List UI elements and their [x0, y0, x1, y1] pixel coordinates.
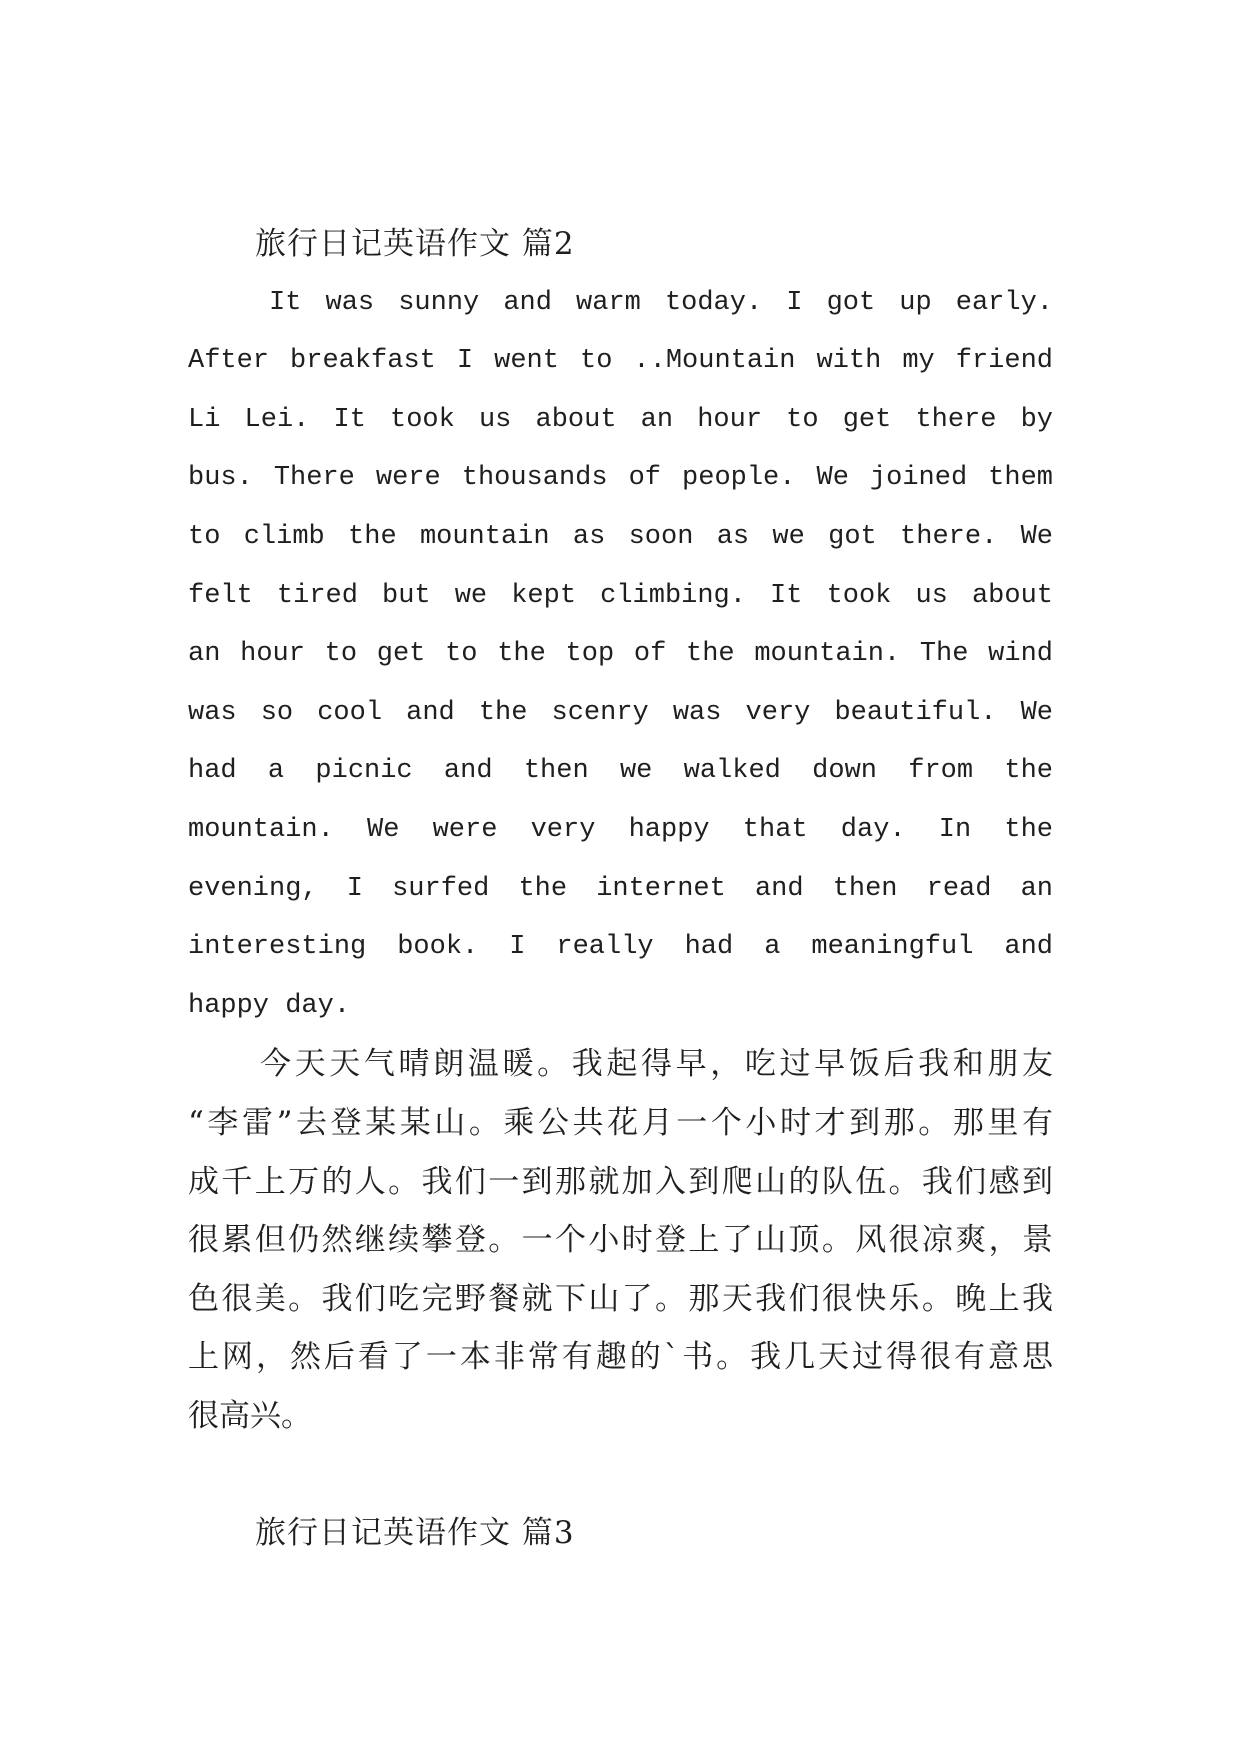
chinese-line: 很累但仍然继续攀登。一个小时登上了山顶。风很凉爽，景: [188, 1222, 1053, 1259]
english-line: Li Lei. It took us about an hour to get there by: [188, 404, 1053, 435]
english-line: felt tired but we kept climbing. It took us about: [188, 580, 1053, 611]
english-line: an hour to get to the top of the mountain. The wind: [188, 639, 1053, 670]
english-line: After breakfast I went to ..Mountain with my friend: [188, 346, 1053, 377]
english-line: evening, I surfed the internet and then read an: [188, 873, 1053, 904]
chinese-line: “李雷”去登某某山。乘公共花月一个小时才到那。那里有: [188, 1104, 1053, 1141]
chinese-line: 很高兴。: [188, 1397, 312, 1434]
chinese-line: 成千上万的人。我们一到那就加入到爬山的队伍。我们感到: [188, 1163, 1053, 1200]
english-paragraph: [188, 274, 1053, 1036]
section-heading-2: 旅行日记英语作文 篇2: [255, 226, 575, 262]
document-body: [188, 215, 1053, 1563]
english-line: mountain. We were very happy that day. In the: [188, 814, 1053, 845]
english-line: interesting book. I really had a meaningful and: [188, 932, 1053, 963]
english-line: was so cool and the scenry was very beautiful. We: [188, 697, 1053, 728]
english-line: It was sunny and warm today. I got up early.: [269, 287, 1053, 318]
chinese-line: 今天天气晴朗温暖。我起得早，吃过早饭后我和朋友: [260, 1046, 1053, 1083]
english-line: happy day.: [188, 990, 351, 1021]
chinese-line: 色很美。我们吃完野餐就下山了。那天我们很快乐。晚上我: [188, 1280, 1053, 1317]
chinese-line: 上网，然后看了一本非常有趣的`书。我几天过得很有意思: [188, 1339, 1053, 1376]
section-heading-3: 旅行日记英语作文 篇3: [255, 1515, 575, 1552]
english-line: bus. There were thousands of people. We joined them: [188, 463, 1053, 494]
english-line: had a picnic and then we walked down from the: [188, 756, 1053, 787]
blank-line: [188, 1445, 1053, 1504]
chinese-paragraph: [188, 1035, 1053, 1445]
english-line: to climb the mountain as soon as we got there. We: [188, 521, 1053, 552]
